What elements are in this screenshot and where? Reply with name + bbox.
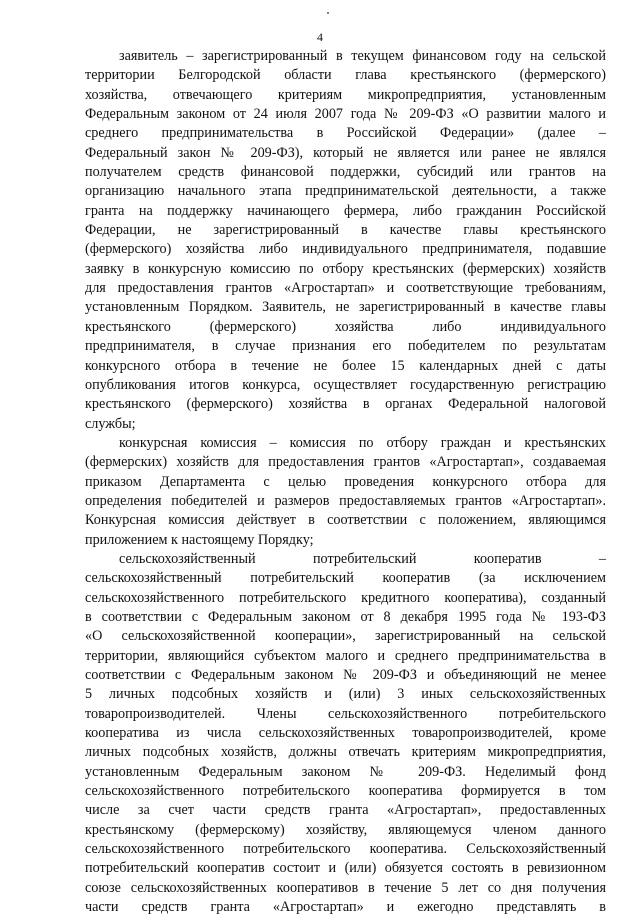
text-line: конкурсная комиссия – комиссия по отбору граждан и крестьянских [119,434,606,451]
text-line: территории Белгородской области глава крестьянского (фермерского) [85,67,606,84]
text-line: организацию начального этапа предпринимательской деятельности, а также [85,183,606,200]
text-line: крестьянского (фермерского) хозяйства в органах Федеральной налоговой [85,396,606,413]
text-line: определения победителей и размеров предоставляемых грантов «Агростартап». [85,492,606,509]
text-line: (фермерских) хозяйств для предоставления грантов «Агростартап», создаваемая [85,454,606,471]
text-line: сельскохозяйственный потребительский кооператив – [119,550,606,567]
text-line: конкурсного отбора в течение не более 15 календарных дней с даты [85,357,606,374]
text-line: заявку в конкурсную комиссию по отбору крестьянских (фермерских) хозяйств [85,260,606,277]
paragraph-agricultural-cooperative-definition [85,550,606,917]
document-body [85,47,606,917]
text-line: союзе сельскохозяйственных кооперативов в течение 5 лет со дня получения [85,879,606,896]
text-line: сельскохозяйственный потребительский кооператив (за исключением [85,570,606,587]
text-line: в соответствии с Федеральным законом от 8 декабря 1995 года № 193-ФЗ [85,608,606,625]
text-line: крестьянскому (фермерскому) хозяйству, являющемуся членом данного [85,821,606,838]
text-line: числе за счет части средств гранта «Агростартап», предоставленных [85,802,606,819]
text-line: приложением к настоящему Порядку; [85,531,314,548]
text-line: установленным Порядком. Заявитель, не зарегистрированный в качестве главы [85,299,606,316]
text-line: получателем средств финансовой поддержки, субсидий или грантов на [85,164,606,181]
text-line: личных подсобных хозяйств, должны отвечать критериям микропредприятия, [85,744,606,761]
text-line: кооператива из числа сельскохозяйственных товаропроизводителей, кроме [85,725,606,742]
text-line: Федеральным законом от 24 июля 2007 года № 209-ФЗ «О развитии малого и [85,106,606,123]
text-line: территории, являющийся субъектом малого и среднего предпринимательства в [85,647,606,664]
text-line: соответствии с Федеральным законом № 209-ФЗ и объединяющий не менее [85,667,606,683]
page-number: 4 [317,30,323,44]
text-line: крестьянского (фермерского) хозяйства либо индивидуального [85,318,606,335]
text-line: товаропроизводителей. Члены сельскохозяйственного потребительского [85,705,606,722]
text-line: «О сельскохозяйственной кооперации», зарегистрированный на сельской [85,628,606,645]
text-line: сельскохозяйственного потребительского кредитного кооператива), созданный [85,589,606,606]
text-line: 5 личных подсобных хозяйств и (или) 3 иных сельскохозяйственных [85,686,606,703]
text-line: потребительский кооператив состоит и (или) обязуется состоять в ревизионном [85,860,606,877]
text-line: сельскохозяйственного потребительского кооператива. Сельскохозяйственный [85,841,606,858]
text-line: сельскохозяйственного потребительского кооператива формируется в том [85,783,606,800]
text-line: Федеральный закон № 209-ФЗ), который не является или ранее не являлся [85,144,606,161]
text-line: части средств гранта «Агростартап» и ежегодно представлять в [85,899,606,916]
paragraph-competition-commission-definition [85,434,606,550]
text-line: установленным Федеральным законом № 209-ФЗ. Неделимый фонд [85,763,606,780]
text-line: среднего предпринимательства в Российской Федерации» (далее – [85,125,606,142]
text-line: службы; [85,415,136,432]
text-line: предпринимателя, в случае признания его победителем по результатам [85,338,606,355]
text-line: опубликования итогов конкурса, осуществляет государственную регистрацию [85,376,606,393]
text-line: Федерации, не зарегистрированный в качестве главы крестьянского [85,222,606,239]
scan-speck [327,12,329,14]
text-line: заявитель – зарегистрированный в текущем финансовом году на сельской [119,48,606,64]
text-line: приказом Департамента с целью проведения конкурсного отбора для [85,473,606,490]
text-line: гранта на поддержку начинающего фермера, либо гражданин Российской [85,202,606,219]
text-line: хозяйства, отвечающего критериям микропредприятия, установленным [85,86,606,103]
text-line: Конкурсная комиссия действует в соответствии с положением, являющимся [85,512,606,529]
text-line: (фермерского) хозяйства либо индивидуального предпринимателя, подавшие [85,241,606,258]
paragraph-applicant-definition [85,47,606,434]
text-line: для предоставления грантов «Агростартап» и соответствующие требованиям, [85,280,606,297]
